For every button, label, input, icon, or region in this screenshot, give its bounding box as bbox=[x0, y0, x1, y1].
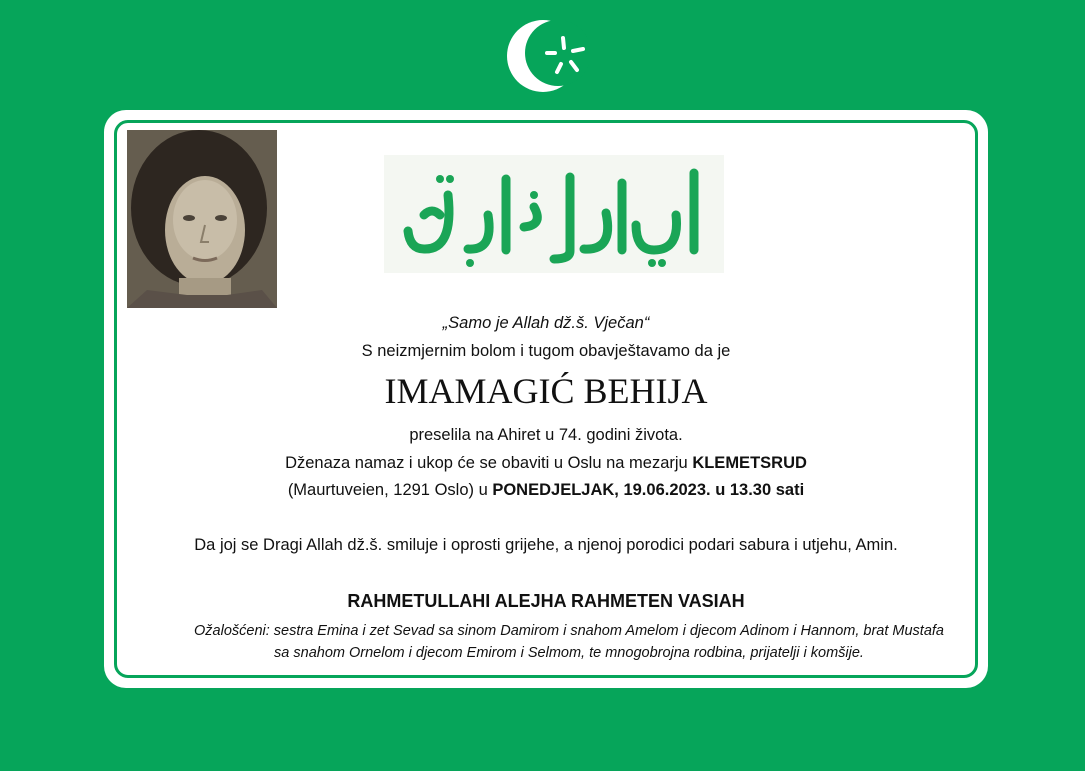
mourners-line-1: Ožalošćeni: sestra Emina i zet Sevad sa sinom Damirom i snahom Amelom i djecom Adinom i Hannom, brat Mustafa bbox=[194, 623, 944, 639]
portrait-photo bbox=[127, 130, 277, 308]
funeral-datetime: PONEDJELJAK, 19.06.2023. u 13.30 sati bbox=[492, 481, 805, 499]
mourners-list bbox=[164, 620, 974, 664]
arabic-calligraphy-irtihal-dar-baqa bbox=[384, 155, 724, 273]
deceased-name: IMAMAGIĆ BEHIJA bbox=[384, 371, 708, 411]
intro-text: S neizmjernim bolom i tugom obavještavamo da je bbox=[361, 342, 731, 360]
quote-text: „Samo je Allah dž.š. Vječan“ bbox=[442, 314, 650, 332]
funeral-line bbox=[104, 454, 988, 473]
address-line bbox=[104, 481, 988, 500]
rahmet-text: RAHMETULLAHI ALEJHA RAHMETEN VASIAH bbox=[347, 591, 745, 611]
obituary-card bbox=[104, 110, 988, 688]
address-text: (Maurtuveien, 1291 Oslo) u bbox=[287, 481, 493, 499]
passed-text: preselila na Ahiret u 74. godini života. bbox=[409, 426, 683, 444]
cemetery-name: KLEMETSRUD bbox=[692, 454, 807, 472]
prayer-text: Da joj se Dragi Allah dž.š. smiluje i oprosti grijehe, a njenoj porodici podari sabura i utjehu, Amin. bbox=[194, 536, 898, 554]
crescent-star-icon bbox=[503, 16, 589, 96]
mourners-line-2: sa snahom Ornelom i djecom Emirom i Selmom, te mnogobrojna rodbina, prijatelji i komšije. bbox=[274, 645, 864, 661]
funeral-text: Dženaza namaz i ukop će se obaviti u Oslu na mezarju bbox=[285, 454, 693, 472]
